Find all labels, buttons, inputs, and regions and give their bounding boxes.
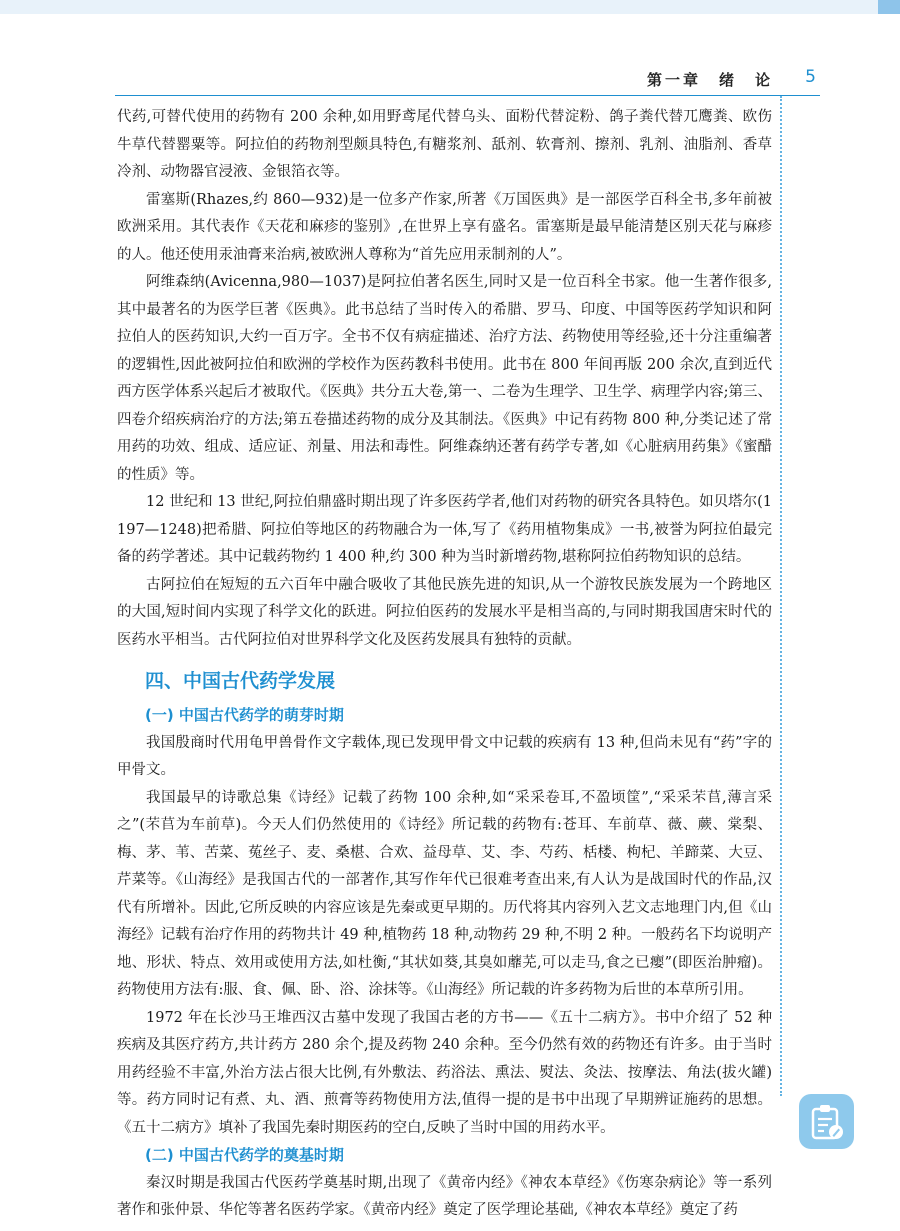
body-paragraph: 我国殷商时代用龟甲兽骨作文字载体,现已发现甲骨文中记载的疾病有 13 种,但尚未见有“药”字的甲骨文。	[117, 734, 772, 778]
body-paragraph: 古阿拉伯在短短的五六百年中融合吸收了其他民族先进的知识,从一个游牧民族发展为一个跨地区的大国,短时间内实现了科学文化的跃进。阿拉伯医药的发展水平是相当高的,与同时期我国唐宋时代的医药水平相当。古代阿拉伯对世界科学文化及医药发展具有独特的贡献。	[117, 576, 772, 648]
top-corner-accent	[878, 0, 900, 14]
body-paragraph: 雷塞斯(Rhazes,约 860—932)是一位多产作家,所著《万国医典》是一部医学百科全书,多年前被欧洲采用。其代表作《天花和麻疹的鉴别》,在世界上享有盛名。雷塞斯是最早能清楚区别天花与麻疹的人。他还使用汞油膏来治病,被欧洲人尊称为“首先应用汞制剂的人”。	[117, 191, 772, 263]
margin-dotted-rule	[780, 96, 782, 1096]
body-paragraph: 阿维森纳(Avicenna,980—1037)是阿拉伯著名医生,同时又是一位百科全书家。他一生著作很多,其中最著名的为医学巨著《医典》。此书总结了当时传入的希腊、罗马、印度、中国等医药学知识和阿拉伯人的医药知识,大约一百万字。全书不仅有病症描述、治疗方法、药物使用等经验,还十分注重编著的逻辑性,因此被阿拉伯和欧洲的学校作为医药教科书使用。此书在 800 年间再版 200 余次,直到近代西方医学体系兴起后才被取代。《医典》共分五大卷,第一、二卷为生理学、卫生学、病理学内容;第三、四卷介绍疾病治疗的方法;第五卷描述药物的成分及其制法。《医典》中记有药物 800 种,分类记述了常用药的功效、组成、适应证、剂量、用法和毒性。阿维森纳还著有药学专著,如《心脏病用药集》《蜜醋的性质》等。	[117, 274, 772, 483]
top-decorative-bar	[0, 0, 900, 14]
subsection-heading: (二) 中国古代药学的奠基时期	[145, 1146, 344, 1164]
subsection-heading: (一) 中国古代药学的萌芽时期	[145, 706, 344, 724]
chapter-title: 第一章 绪 论	[646, 71, 773, 89]
page-body	[117, 104, 772, 1225]
body-paragraph: 代药,可替代使用的药物有 200 余种,如用野鸢尾代替乌头、面粉代替淀粉、鸽子粪代替兀鹰粪、欧伤牛草代替罂粟等。阿拉伯的药物剂型颇具特色,有糖浆剂、舐剂、软膏剂、擦剂、乳剂、油脂剂、香草冷剂、动物器官浸液、金银箔衣等。	[117, 109, 772, 180]
page-number: 5	[805, 67, 816, 87]
header-rule	[115, 95, 820, 96]
body-paragraph: 我国最早的诗歌总集《诗经》记载了药物 100 余种,如“采采卷耳,不盈顷筐”,“采采芣苢,薄言采之”(芣苢为车前草)。今天人们仍然使用的《诗经》所记载的药物有:苍耳、车前草、薇、蕨、棠梨、梅、茅、苇、苦菜、菟丝子、麦、桑椹、合欢、益母草、艾、李、芍药、栝楼、枸杞、羊蹄菜、大豆、芹菜等。《山海经》是我国古代的一部著作,其写作年代已很难考查出来,有人认为是战国时代的作品,汉代有所增补。因此,它所反映的内容应该是先秦或更早期的。历代将其内容列入艺文志地理门内,但《山海经》记载有治疗作用的药物共计 49 种,植物药 18 种,动物药 29 种,不明 2 种。一般药名下均说明产地、形状、特点、效用或使用方法,如杜衡,“其状如葵,其臭如蘼芜,可以走马,食之已瘿”(即医治肿瘤)。药物使用方法有:服、食、佩、卧、浴、涂抹等。《山海经》所记载的许多药物为后世的本草所引用。	[117, 789, 772, 998]
notes-button[interactable]	[799, 1094, 854, 1149]
clipboard-edit-icon	[809, 1103, 845, 1141]
body-paragraph: 1972 年在长沙马王堆西汉古墓中发现了我国古老的方书——《五十二病方》。书中介绍了 52 种疾病及其医疗药方,共计药方 280 余个,提及药物 240 余种。至今仍然有效的药物还有许多。由于当时用药经验不丰富,外治方法占很大比例,有外敷法、药浴法、熏法、熨法、灸法、按摩法、角法(拔火罐)等。药方同时记有煮、丸、酒、煎膏等药物使用方法,值得一提的是书中出现了早期辨证施药的思想。《五十二病方》填补了我国先秦时期医药的空白,反映了当时中国的用药水平。	[117, 1009, 772, 1136]
section-heading: 四、中国古代药学发展	[145, 670, 336, 692]
body-paragraph: 秦汉时期是我国古代医药学奠基时期,出现了《黄帝内经》《神农本草经》《伤寒杂病论》等一系列著作和张仲景、华佗等著名医药学家。《黄帝内经》奠定了医学理论基础,《神农本草经》奠定了药	[117, 1174, 772, 1218]
running-header	[115, 66, 820, 96]
body-paragraph: 12 世纪和 13 世纪,阿拉伯鼎盛时期出现了许多医药学者,他们对药物的研究各具特色。如贝塔尔(1197—1248)把希腊、阿拉伯等地区的药物融合为一体,写了《药用植物集成》一书,被誉为阿拉伯最完备的药学著述。其中记载药物约 1 400 种,约 300 种为当时新增药物,堪称阿拉伯药物知识的总结。	[117, 494, 772, 565]
